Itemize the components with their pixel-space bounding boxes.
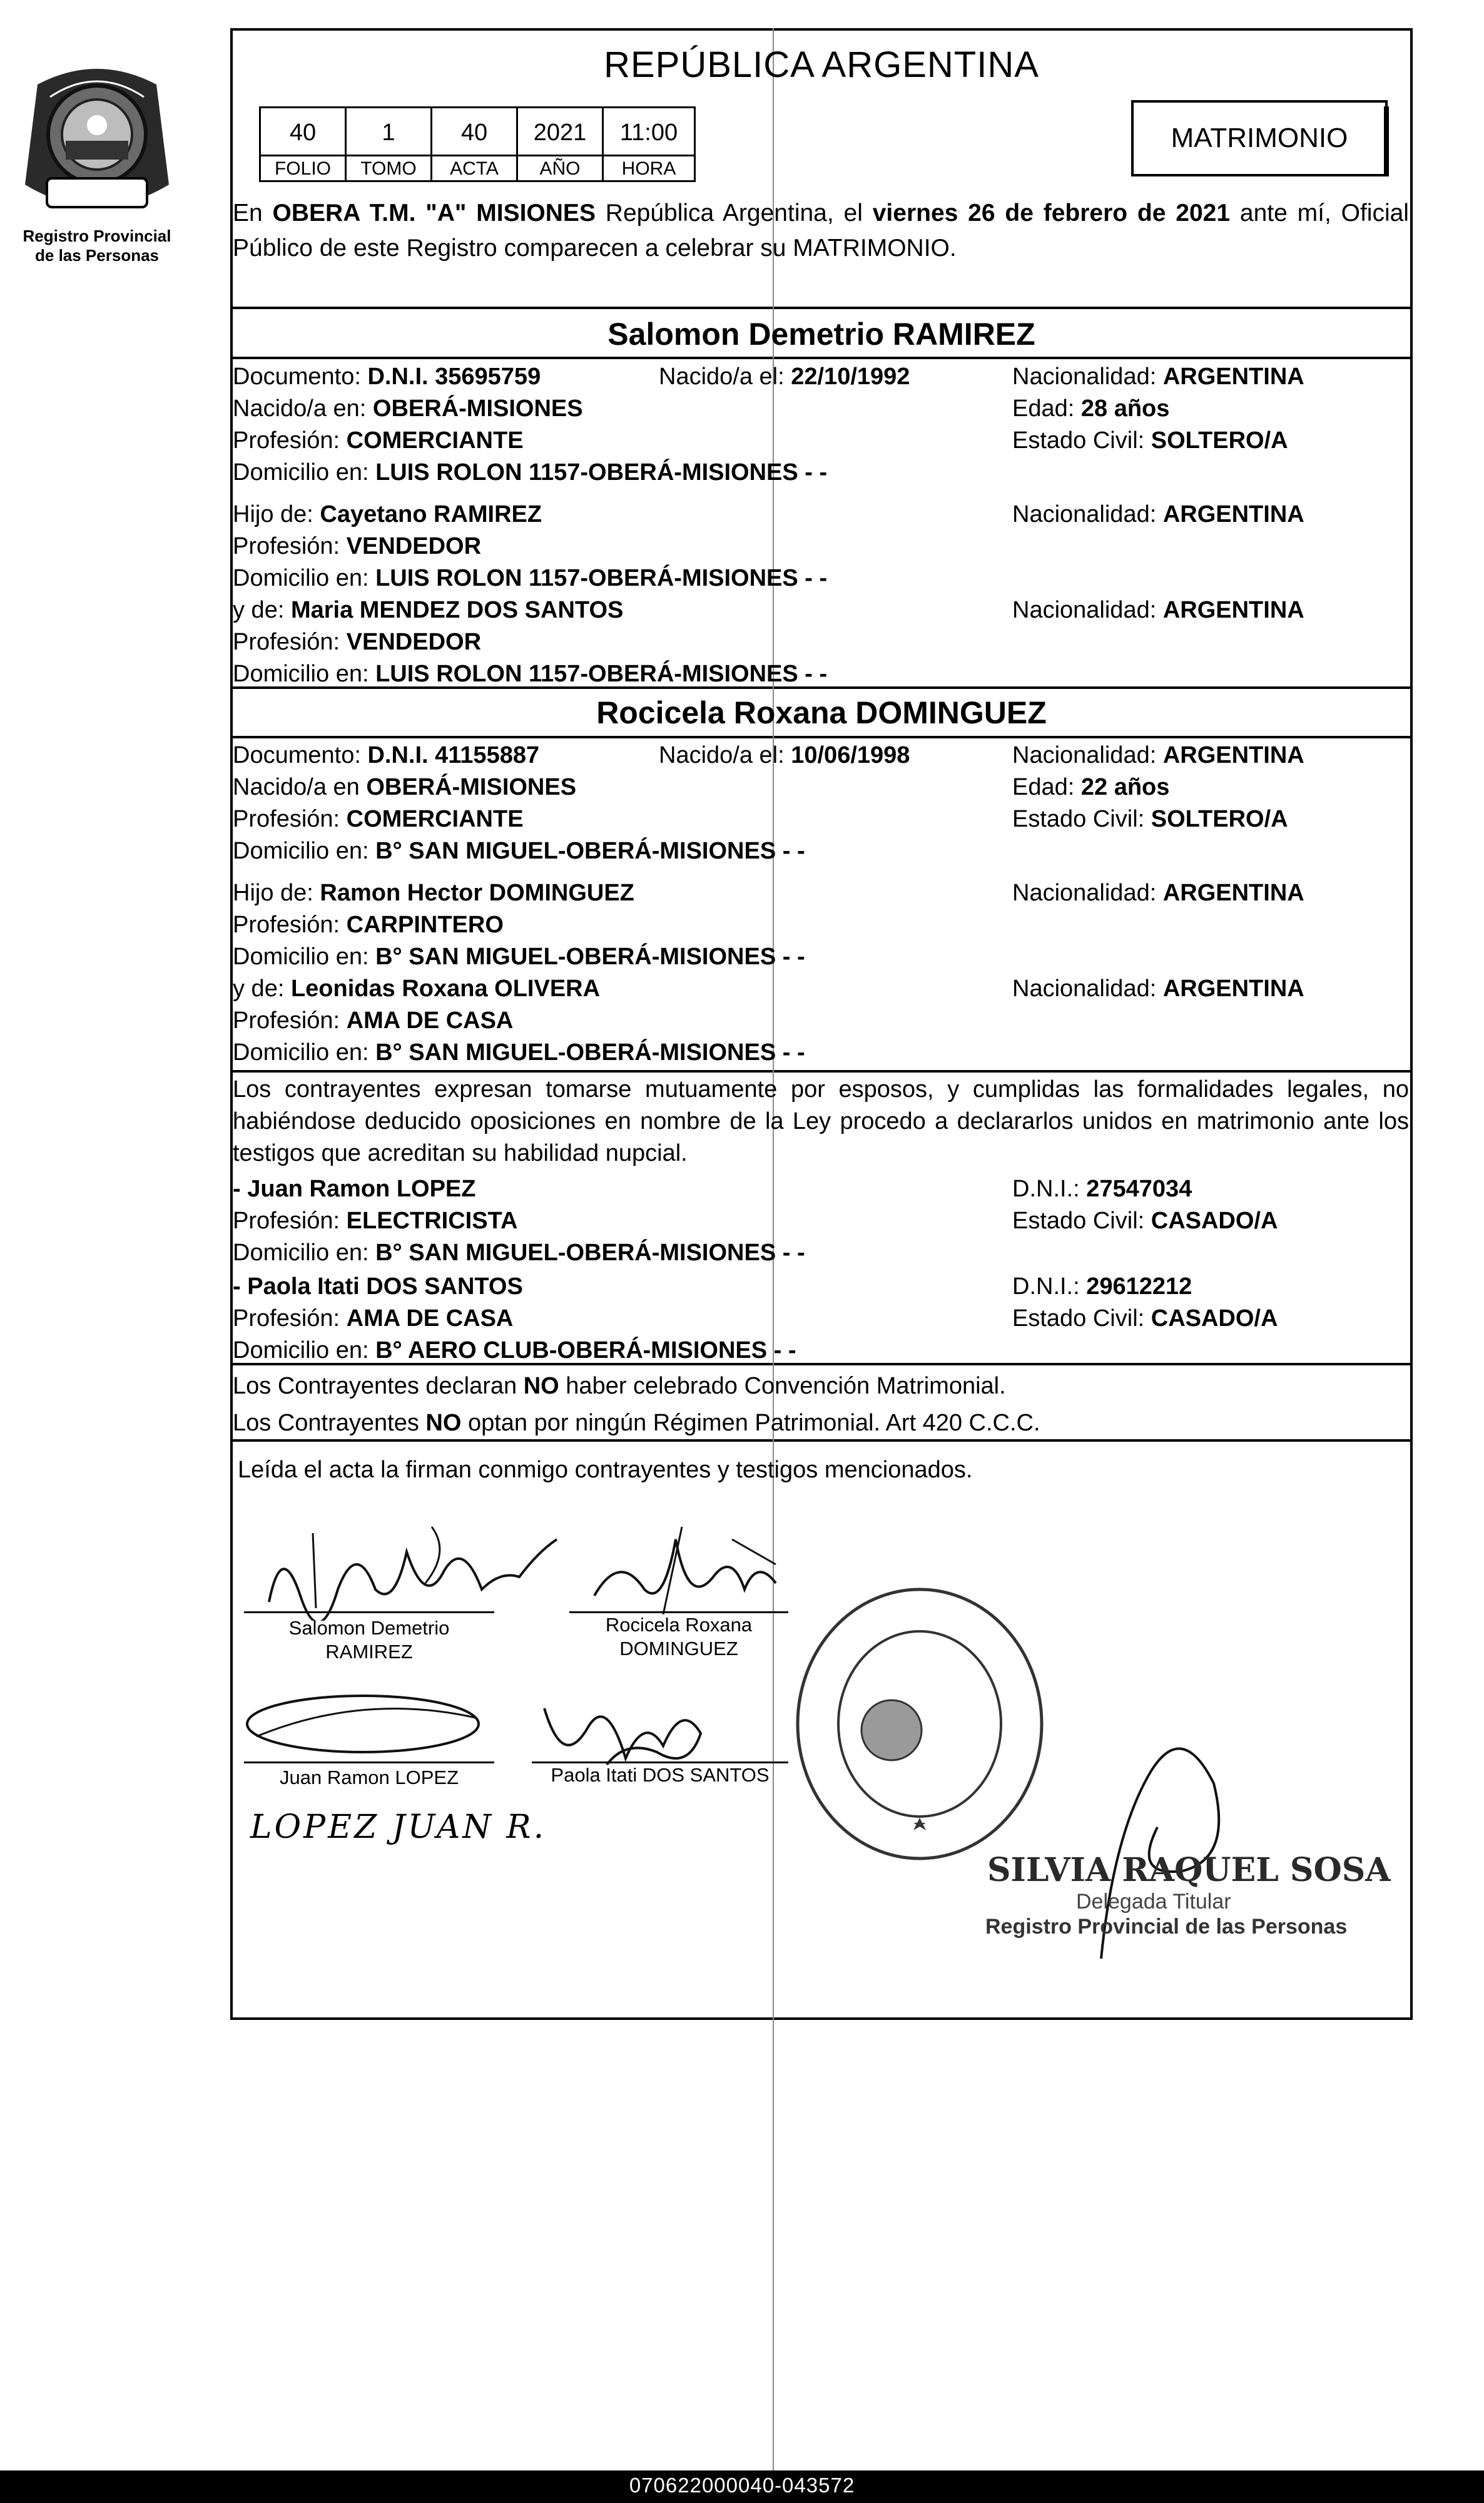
signature-caption-witness2: Paola Itati DOS SANTOS [551, 1764, 770, 1786]
c2-birthplace: Nacido/a en OBERÁ-MISIONES [233, 774, 577, 800]
witness2-address: Domicilio en: B° AERO CLUB-OBERÁ-MISIONES - - [233, 1337, 796, 1364]
c1-father-profession: Profesión: VENDEDOR [233, 533, 482, 559]
c1-mother-profession: Profesión: VENDEDOR [233, 629, 482, 655]
document-code: 070622000040-043572 [629, 2474, 855, 2497]
witness1-address: Domicilio en: B° SAN MIGUEL-OBERÁ-MISIONES - - [233, 1240, 805, 1266]
hora-value: 11:00 [602, 106, 696, 156]
divider [230, 1070, 1413, 1073]
tomo-value: 1 [345, 106, 432, 156]
c2-age: Edad: 22 años [1012, 774, 1170, 800]
logo-caption [0, 227, 194, 265]
witness2-civil-status: Estado Civil: CASADO/A [1012, 1305, 1278, 1332]
signature-contrayente1 [244, 1514, 569, 1621]
witness2-profession: Profesión: AMA DE CASA [233, 1305, 514, 1332]
signature-caption-contrayente1: Salomon Demetrio RAMIREZ [288, 1617, 450, 1663]
c2-nationality: Nacionalidad: ARGENTINA [1012, 742, 1304, 768]
c2-profession: Profesión: COMERCIANTE [233, 806, 524, 832]
c1-mother-nationality: Nacionalidad: ARGENTINA [1012, 597, 1304, 623]
regime-statement: Los Contrayentes NO optan por ningún Régimen Patrimonial. Art 420 C.C.C. [233, 1410, 1040, 1436]
c1-nationality: Nacionalidad: ARGENTINA [1012, 364, 1304, 390]
signature-caption-contrayente2: Rocicela Roxana DOMINGUEZ [605, 1614, 753, 1659]
witness2-dni: D.N.I.: 29612212 [1012, 1273, 1192, 1300]
c1-mother: y de: Maria MENDEZ DOS SANTOS [233, 597, 624, 623]
c1-birthdate: Nacido/a el: 22/10/1992 [659, 364, 910, 390]
c2-father-nationality: Nacionalidad: ARGENTINA [1012, 880, 1304, 906]
signature-line [244, 1611, 494, 1613]
c2-father-profession: Profesión: CARPINTERO [233, 912, 504, 938]
hora-label: HORA [602, 155, 696, 182]
contrayente2-name: Rocicela Roxana DOMINGUEZ [596, 695, 1047, 730]
folio-label: FOLIO [259, 155, 347, 182]
c2-mother-nationality: Nacionalidad: ARGENTINA [1012, 976, 1304, 1002]
c1-birthplace: Nacido/a en: OBERÁ-MISIONES [233, 395, 583, 422]
official-role: Delegada Titular [1076, 1890, 1231, 1914]
document-title: REPÚBLICA ARGENTINA [604, 44, 1039, 85]
witness1-dni: D.N.I.: 27547034 [1012, 1176, 1192, 1202]
acta-value: 40 [430, 106, 518, 156]
c1-document: Documento: D.N.I. 35695759 [233, 364, 541, 390]
anio-value: 2021 [516, 106, 604, 156]
witness1-name: - Juan Ramon LOPEZ [233, 1176, 476, 1202]
signature-line [244, 1761, 494, 1763]
folio-value: 40 [259, 106, 347, 156]
c1-father-nationality: Nacionalidad: ARGENTINA [1012, 501, 1304, 528]
signature-caption-witness1: Juan Ramon LOPEZ [279, 1766, 459, 1788]
c1-civil-status: Estado Civil: SOLTERO/A [1012, 427, 1288, 454]
divider [230, 307, 1413, 309]
c2-mother: y de: Leonidas Roxana OLIVERA [233, 976, 601, 1002]
witness1-civil-status: Estado Civil: CASADO/A [1012, 1208, 1278, 1234]
c2-document: Documento: D.N.I. 41155887 [233, 742, 540, 768]
c1-mother-address: Domicilio en: LUIS ROLON 1157-OBERÁ-MISIONES - - [233, 661, 828, 687]
intro-paragraph: En OBERA T.M. "A" MISIONES República Argentina, el viernes 26 de febrero de 2021 ante mí, Oficial Público de este Registro comparecen a celebrar su MATRIMONIO. [233, 200, 1409, 262]
c1-father: Hijo de: Cayetano RAMIREZ [233, 501, 542, 528]
c2-address: Domicilio en: B° SAN MIGUEL-OBERÁ-MISIONES - - [233, 838, 805, 864]
c2-birthdate: Nacido/a el: 10/06/1998 [659, 742, 910, 768]
c2-mother-profession: Profesión: AMA DE CASA [233, 1007, 514, 1034]
contrayente1-name: Salomon Demetrio RAMIREZ [607, 317, 1035, 352]
signature-contrayente2 [569, 1514, 795, 1621]
c2-civil-status: Estado Civil: SOLTERO/A [1012, 806, 1288, 832]
signature-witness1 [238, 1680, 501, 1768]
declaration-paragraph: Los contrayentes expresan tomarse mutuamente por esposos, y cumplidas las formalidades legales, no habiéndose deducido oposiciones en nombre de la Ley procedo a declararlos unidos en matrimonio ante los testigos que acreditan su habilidad nupcial. [233, 1076, 1409, 1166]
c1-profession: Profesión: COMERCIANTE [233, 427, 524, 454]
anio-label: AÑO [516, 155, 604, 182]
closing-statement: Leída el acta la firman conmigo contrayentes y testigos mencionados. [238, 1457, 973, 1483]
c1-father-address: Domicilio en: LUIS ROLON 1157-OBERÁ-MISIONES - - [233, 565, 828, 591]
divider [230, 1439, 1413, 1442]
tomo-label: TOMO [345, 155, 432, 182]
province-crest-logo [13, 59, 181, 222]
acta-label: ACTA [430, 155, 518, 182]
divider [230, 357, 1413, 359]
c2-father-address: Domicilio en: B° SAN MIGUEL-OBERÁ-MISIONES - - [233, 944, 805, 970]
logo-caption-line1: Registro Provincial [23, 227, 171, 245]
official-office: Registro Provincial de las Personas [985, 1915, 1348, 1939]
convention-statement: Los Contrayentes declaran NO haber celebrado Convención Matrimonial. [233, 1373, 1006, 1399]
act-type-box-shadow [1384, 106, 1389, 176]
logo-caption-line2: de las Personas [35, 246, 159, 265]
divider [230, 736, 1413, 738]
witness1-profession: Profesión: ELECTRICISTA [233, 1208, 518, 1234]
official-seal-stamp [791, 1583, 1048, 1865]
c2-father: Hijo de: Ramon Hector DOMINGUEZ [233, 880, 634, 906]
act-type-box: MATRIMONIO [1131, 100, 1388, 176]
c2-mother-address: Domicilio en: B° SAN MIGUEL-OBERÁ-MISIONES - - [233, 1039, 805, 1066]
official-name: SILVIA RAQUEL SOSA [987, 1851, 1391, 1889]
c1-age: Edad: 28 años [1012, 395, 1170, 422]
c1-address: Domicilio en: LUIS ROLON 1157-OBERÁ-MISIONES - - [233, 459, 828, 486]
witness2-name: - Paola Itati DOS SANTOS [233, 1273, 523, 1300]
handwritten-note: LOPEZ JUAN R. [250, 1808, 547, 1846]
